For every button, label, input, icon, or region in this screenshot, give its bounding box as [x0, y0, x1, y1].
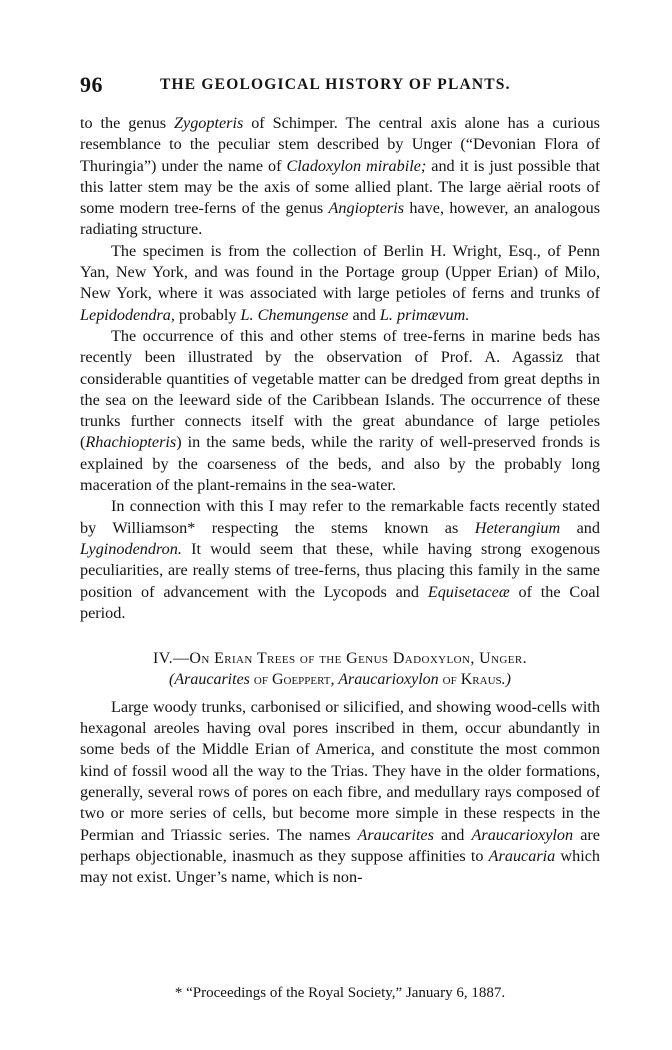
subtitle-author-2: Kraus [460, 671, 502, 689]
text-run: to the genus [80, 114, 174, 132]
text-run: The occurrence of this and other stems of tree-ferns in marine beds has recently been illustrated by the observation of Prof. A. Agassiz that considerable quantities of vegetable matter can be dredged from great depths in the sea on the leeward side of the Caribbean Islands. The occurrence of these trunks further connects itself with the great abundance of large petioles ( [80, 326, 600, 452]
italic-term: Angiopteris [328, 199, 405, 218]
italic-term: Araucarites [357, 825, 434, 844]
text-run: The specimen is from the collection of Berlin H. Wright, Esq., of Penn Yan, New York, and was found in the Portage group (Upper Erian) of Milo, New York, where it was associated with large petioles of ferns and trunks of [80, 241, 600, 303]
text-run: and [348, 305, 380, 324]
footnote: * “Proceedings of the Royal Society,” January 6, 1887. [174, 985, 506, 1001]
subtitle-genus-1: Araucarites [174, 671, 250, 689]
text-run: and it is just possible that this latter stem may be the axis of some allied plant. The large aërial roots of some modern tree-ferns of the genus [80, 156, 601, 218]
italic-term: Rhachiopteris [85, 433, 177, 452]
page-header [80, 72, 600, 100]
paragraph [80, 697, 600, 889]
text-run: of the Coal period. [80, 582, 600, 622]
subtitle-of-1: of [249, 671, 272, 689]
text-run: which may not exist. Unger’s name, which is non- [80, 846, 600, 887]
italic-term: L. Chemungense [240, 305, 349, 324]
text-run: Large woody trunks, carbonised or silicified, and showing wood-cells with hexagonal areoles having oval pores inscribed in them, occur abundantly in some beds of the Middle Erian of America, and constitute the most common kind of fossil wood all the way to the Trias. They have in the older formations, generally, several rows of pores on each fibre, and medullary rays composed of two or more series of cells, but become more simple in these respects in the Permian and Triassic series. The names [80, 697, 600, 844]
text-run: have, however, an analogous radiating structure. [80, 199, 600, 239]
text-run: are perhaps objectionable, inasmuch as they suppose affinities to [80, 825, 600, 865]
text-run: and [433, 825, 472, 844]
paren-close: ) [505, 671, 511, 689]
body-text [80, 113, 600, 888]
text-run: and [560, 518, 600, 537]
italic-term: Araucarioxylon [471, 825, 574, 844]
italic-term: Araucaria [488, 846, 556, 865]
italic-term: Heterangium [474, 518, 561, 537]
text-run: ) in the same beds, while the rarity of well-preserved fronds is explained by the coarseness of the beds, and also by the probably long maceration of the plant-remains in the sea-water. [80, 433, 600, 495]
paragraph [80, 326, 600, 496]
paren-open: ( [169, 671, 175, 689]
text-run: In connection with this I may refer to the remarkable facts recently stated by Williamson* respecting the stems known as [80, 497, 600, 537]
page-number: 96 [80, 72, 103, 97]
text-run: probably [174, 305, 241, 324]
section-heading [80, 648, 600, 691]
text-run: of Schimper. The central axis alone has a curious resemblance to the peculiar stem described by Unger (“Devonian Flora of Thuringia”) under the name of [80, 114, 600, 175]
italic-term: Cladoxylon mirabile; [286, 156, 427, 175]
section-heading-subtitle [80, 669, 600, 690]
paragraph [80, 496, 600, 624]
text-run: It would seem that these, while having strong exogenous peculiarities, are really stems of tree-ferns, thus placing this family in the same position of advancement with the Lycopods and [80, 539, 600, 601]
italic-term: L. primævum. [379, 305, 470, 324]
subtitle-comma: , [330, 671, 339, 689]
subtitle-period: . [501, 671, 506, 689]
paragraph [80, 241, 600, 326]
subtitle-author-1: Goeppert [271, 671, 331, 689]
subtitle-genus-2: Araucarioxylon [338, 671, 439, 689]
italic-term: Zygopteris [174, 114, 244, 132]
italic-term: Equisetaceæ [427, 582, 510, 601]
paragraph [80, 113, 600, 241]
subtitle-of-2: of [438, 671, 461, 689]
section-heading-title: IV.—On Erian Trees of the Genus Dadoxylon, Unger. [152, 650, 528, 668]
italic-term: Lepidodendra, [80, 305, 175, 324]
italic-term: Lyginodendron. [80, 539, 182, 558]
running-head: THE GEOLOGICAL HISTORY OF PLANTS. [160, 76, 511, 93]
